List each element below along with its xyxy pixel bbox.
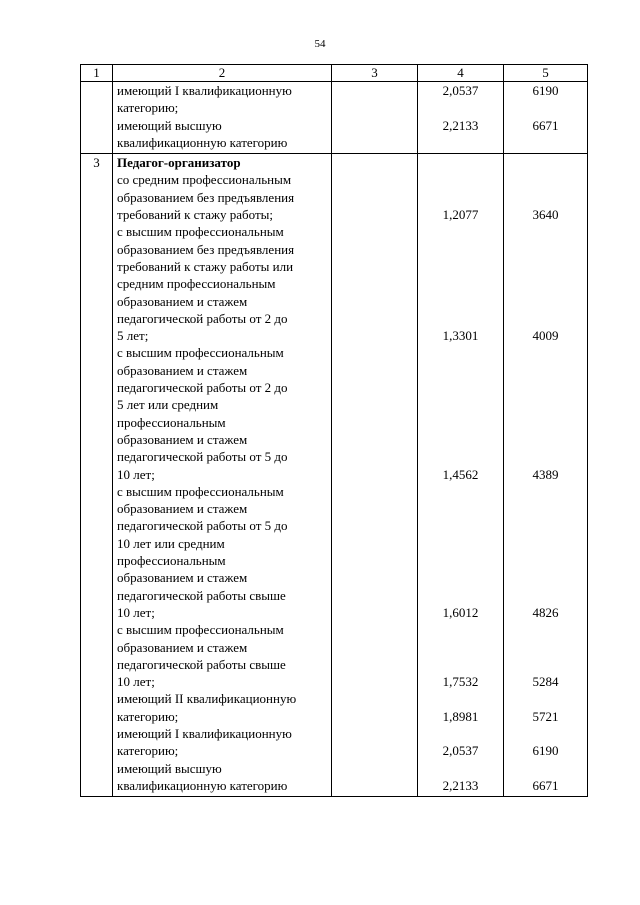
coefficient-cell	[418, 154, 504, 797]
description-line: 10 лет;	[117, 674, 155, 690]
salary-value: 5284	[532, 674, 559, 690]
description-line: педагогической работы свыше	[117, 656, 286, 672]
description-line: квалификационную категорию	[117, 134, 288, 150]
description-line: образованием и стажем	[117, 639, 248, 655]
description-line: категорию;	[117, 100, 179, 116]
description-line: имеющий высшую	[117, 760, 222, 776]
description-line: педагогической работы от 2 до	[117, 310, 288, 326]
description-line: 10 лет;	[117, 604, 155, 620]
description-line: профессиональным	[117, 553, 226, 569]
header-col-1: 1	[81, 65, 113, 82]
description-line: образованием и стажем	[117, 362, 248, 378]
description-line: образованием и стажем	[117, 431, 248, 447]
description-line: требований к стажу работы или	[117, 258, 294, 274]
salary-cell	[504, 154, 588, 797]
salary-value: 6190	[532, 83, 559, 98]
coefficient-value: 2,2133	[442, 777, 479, 793]
salary-value: 4826	[532, 604, 559, 620]
coefficient-value: 1,4562	[442, 466, 479, 482]
coefficient-value: 2,0537	[442, 83, 479, 98]
row-number: 3	[81, 154, 113, 797]
salary-value: 4009	[532, 328, 559, 344]
description-line: с высшим профессиональным	[117, 345, 284, 361]
description-line: имеющий I квалификационную	[117, 726, 292, 742]
empty-cell	[332, 154, 418, 797]
description-line: образованием и стажем	[117, 293, 248, 309]
description-line: категорию;	[117, 708, 179, 724]
position-description	[113, 154, 332, 797]
salary-value: 4389	[532, 466, 559, 482]
description-line: требований к стажу работы;	[117, 207, 273, 223]
salary-value: 6671	[532, 777, 559, 793]
description-line: образованием и стажем	[117, 570, 248, 586]
salary-cell	[504, 82, 588, 154]
description-line: профессиональным	[117, 414, 226, 430]
salary-value: 6190	[532, 743, 559, 759]
description-line: со средним профессиональным	[117, 172, 292, 188]
description-line: педагогической работы от 5 до	[117, 449, 288, 465]
description-line: педагогической работы свыше	[117, 587, 286, 603]
header-col-2: 2	[113, 65, 332, 82]
coefficient-value: 1,8981	[442, 708, 479, 724]
coefficient-value: 2,0537	[442, 743, 479, 759]
coefficient-value: 1,7532	[442, 674, 479, 690]
salary-table	[80, 64, 588, 797]
description-line: средним профессиональным	[117, 276, 276, 292]
table-row	[81, 154, 588, 797]
description-line: образованием без предъявления	[117, 189, 295, 205]
empty-cell	[332, 82, 418, 154]
position-title: Педагог-организатор	[117, 155, 241, 171]
coefficient-value: 1,2077	[442, 207, 479, 223]
description-line: с высшим профессиональным	[117, 622, 284, 638]
row-number	[81, 82, 113, 154]
description-line: имеющий I квалификационную	[117, 83, 292, 98]
coefficient-value: 1,3301	[442, 328, 479, 344]
position-description	[113, 82, 332, 154]
coefficient-value: 1,6012	[442, 604, 479, 620]
table-header-row	[81, 65, 588, 82]
description-line: имеющий II квалификационную	[117, 691, 297, 707]
description-line: с высшим профессиональным	[117, 483, 284, 499]
header-col-3: 3	[332, 65, 418, 82]
description-line: 5 лет;	[117, 328, 149, 344]
salary-value: 5721	[532, 708, 559, 724]
description-line: педагогической работы от 2 до	[117, 380, 288, 396]
salary-value: 6671	[532, 117, 559, 133]
description-line: квалификационную категорию	[117, 777, 288, 793]
description-line: имеющий высшую	[117, 117, 222, 133]
coefficient-value: 2,2133	[442, 117, 479, 133]
table-row	[81, 82, 588, 154]
description-line: образованием без предъявления	[117, 241, 295, 257]
coefficient-cell	[418, 82, 504, 154]
description-line: категорию;	[117, 743, 179, 759]
description-line: образованием и стажем	[117, 501, 248, 517]
header-col-5: 5	[504, 65, 588, 82]
description-line: 10 лет или средним	[117, 535, 225, 551]
description-line: с высшим профессиональным	[117, 224, 284, 240]
salary-value: 3640	[532, 207, 559, 223]
description-line: 10 лет;	[117, 466, 155, 482]
page-number: 54	[314, 38, 326, 50]
description-line: 5 лет или средним	[117, 397, 219, 413]
header-col-4: 4	[418, 65, 504, 82]
description-line: педагогической работы от 5 до	[117, 518, 288, 534]
